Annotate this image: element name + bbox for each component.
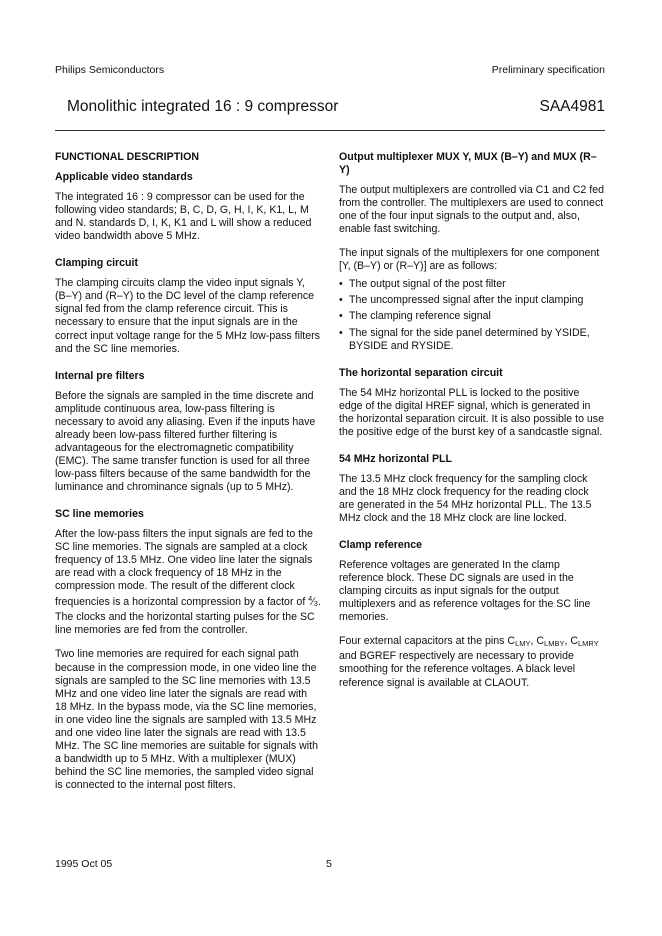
clamp-reference-heading: Clamp reference <box>339 539 423 552</box>
video-standards-heading: Applicable video standards <box>55 171 193 184</box>
section-heading: FUNCTIONAL DESCRIPTION <box>55 151 199 163</box>
pll-heading: 54 MHz horizontal PLL <box>339 452 453 465</box>
prefilter-text: Before the signals are sampled in the time discrete and amplitude continuous area, low-pass filtering is necessary to avoid any aliasing. Even if the inputs have already been low-pass filtered further filtering is advantageous for the electromagnetic compatibility (EMC). The same transfer function is used for all three low-pass filters because of the same bandwidth for the luminance and chrominance signals (up to 5 MHz). <box>55 389 316 493</box>
title-row <box>55 98 605 120</box>
cap-subscript-lmby: LMBY <box>544 639 565 649</box>
cap-subscript-lmry: LMRY <box>578 639 599 649</box>
sc-line-memories-heading: SC line memories <box>55 508 144 521</box>
mux-input-list <box>339 278 605 352</box>
footer-date: 1995 Oct 05 <box>55 858 113 870</box>
sc-line-memories-text-1 <box>55 528 321 637</box>
page-number: 5 <box>326 858 332 870</box>
clamp-reference-text: Reference voltages are generated In the clamp reference block. These DC signals are used in the clamping circuits as input signals for the output multiplexers and as reference voltages for the SC line memories. <box>339 559 591 624</box>
part-number: SAA4981 <box>539 98 605 115</box>
left-column <box>55 151 321 803</box>
document-status: Preliminary specification <box>491 64 605 76</box>
header-rule <box>55 130 605 131</box>
video-standards-text: The integrated 16 : 9 compressor can be used for the following video standards; B, C, D, G, H, I, K, K1, L, M and N. standards D, I, K, K1 and L will show a reduced video bandwidth above 5 MHz. <box>55 191 312 243</box>
horizontal-separation-heading: The horizontal separation circuit <box>339 366 503 379</box>
output-mux-text-1: The output multiplexers are controlled via C1 and C2 fed from the controller. The multiplexers are used to connect one of the four input signals to the output and, also, enable fast switching. <box>339 184 604 236</box>
output-mux-heading: Output multiplexer MUX Y, MUX (B–Y) and MUX (R–Y) <box>339 151 597 177</box>
sc-text-part-a: After the low-pass filters the input signals are fed to the SC line memories. The signals are sampled at a clock frequency of 13.5 MHz. One video line later the signals are read with a clock frequency of 18 MHz in the compression mode. The result of the different clock frequencies is a horizontal compression by a factor of <box>55 528 313 609</box>
fraction-four-thirds: $^4⁄_3$ <box>308 596 318 609</box>
cap-separator: , C <box>564 635 579 648</box>
cap-text-b: and BGREF respectively are necessary to provide smoothing for the reference voltages. A black level reference signal is available at CLAOUT. <box>339 650 576 689</box>
cap-text-a: Four external capacitors at the pins C <box>339 635 516 648</box>
clamping-text: The clamping circuits clamp the video input signals Y, (B–Y) and (R–Y) to the DC level of the clamp reference signal fed from the clamp reference circuit. This is necessary to ensure that the input signals are in the correct input voltage range for the 5 MHz low-pass filters and the SC line memories. <box>55 277 320 355</box>
capacitor-text <box>339 635 605 689</box>
output-mux-text-2: The input signals of the multiplexers for one component [Y, (B–Y) or (R–Y)] are as follows: <box>339 247 600 273</box>
pll-text: The 13.5 MHz clock frequency for the sampling clock and the 18 MHz clock frequency for the reading clock are generated in the 54 MHz horizontal PLL. The 13.5 MHz clock and the 18 MHz clock are line locked. <box>339 472 592 525</box>
list-item: • The uncompressed signal after the input clamping <box>339 294 605 307</box>
list-item: • The signal for the side panel determined by YSIDE, BYSIDE and RYSIDE. <box>339 327 605 353</box>
horizontal-separation-text: The 54 MHz horizontal PLL is locked to the positive edge of the digital HREF signal, which is generated in the horizontal separation circuit. It is also possible to use the positive edge of the burst key of a sandcastle signal. <box>339 386 604 438</box>
document-title: Monolithic integrated 16 : 9 compressor <box>67 98 339 115</box>
sc-text-part-b: . The clocks and the horizontal starting pulses for the SC line memories are fed from the controller. <box>55 596 321 637</box>
list-item: • The output signal of the post filter <box>339 278 605 291</box>
right-column <box>339 151 605 701</box>
clamping-heading: Clamping circuit <box>55 257 138 270</box>
cap-subscript-lmy: LMY <box>515 639 531 649</box>
fraction-denominator: 3 <box>313 601 318 609</box>
fraction-numerator: 4 <box>308 596 313 604</box>
cap-separator: , C <box>530 635 545 648</box>
sc-line-memories-text-2: Two line memories are required for each signal path because in the compression mode, in one video line the signals are sampled to the SC line memories with 13.5 MHz and one video line later the signals are read with 18 MHz. In the bypass mode, via the SC line memories, in one video line the signals are sampled with 13.5 MHz and one video line later the signals are read with 13.5 MHz. The SC line memories are suitable for signals with a bandwidth up to 5 MHz. With a multiplexer (MUX) behind the SC line memories, the sampled video signal is connected to the internal post filters. <box>55 648 318 791</box>
prefilter-heading: Internal pre filters <box>55 369 145 382</box>
company-name: Philips Semiconductors <box>55 64 165 76</box>
list-item: • The clamping reference signal <box>339 310 605 323</box>
